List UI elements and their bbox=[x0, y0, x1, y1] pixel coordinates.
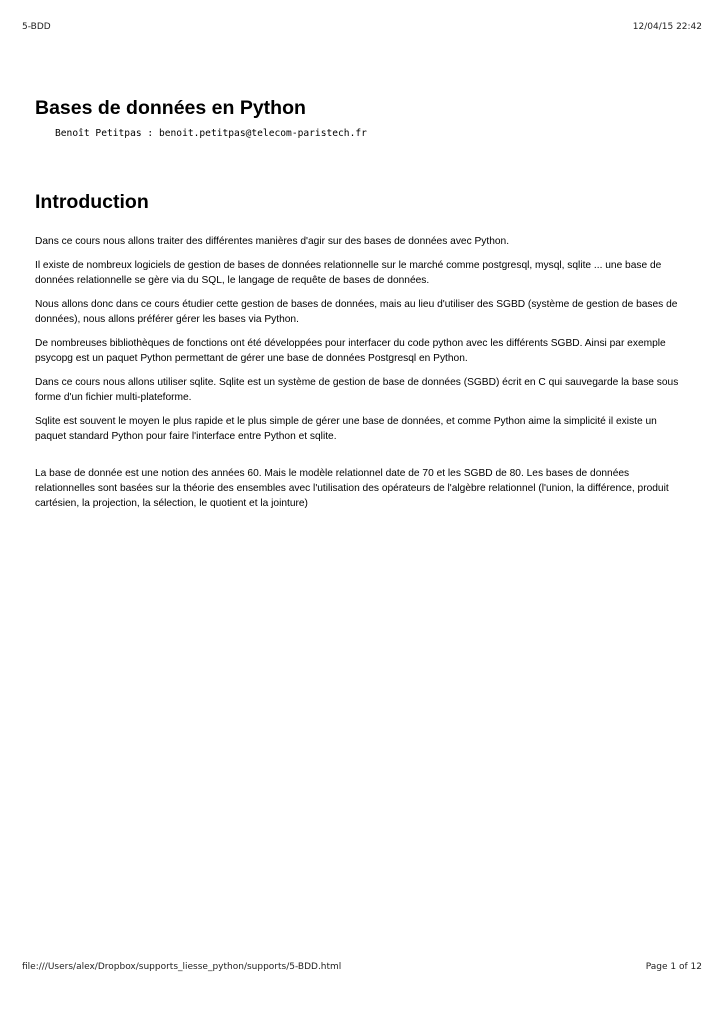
paragraph: Dans ce cours nous allons utiliser sqlite. Sqlite est un système de gestion de base de données (SGBD) écrit en C qui sauvegarde la base sous forme d'un fichier multi-plateforme. bbox=[35, 377, 679, 404]
author-line: Benoît Petitpas : benoit.petitpas@telecom-paristech.fr bbox=[55, 128, 367, 139]
section-title-introduction: Introduction bbox=[35, 191, 149, 213]
paragraph: Il existe de nombreux logiciels de gestion de bases de données relationnelle sur le marché comme postgresql, mysql, sqlite ... une base de données relationnelle se gère via du SQL, le langage de requête de bases de données. bbox=[35, 259, 662, 287]
paragraph: Nous allons donc dans ce cours étudier cette gestion de bases de données, mais au lieu d'utiliser des SGBD (système de gestion de bases de données), nous allons préférer gérer les bases via Python. bbox=[35, 298, 678, 326]
document-body bbox=[35, 94, 690, 520]
header-document-name: 5-BDD bbox=[22, 22, 51, 32]
footer-page-indicator: Page 1 of 12 bbox=[645, 962, 702, 972]
paragraph: De nombreuses bibliothèques de fonctions ont été développées pour interfacer du code python avec les différents SGBD. Ainsi par exemple psycopg est un paquet Python permettant de gérer une base de données Postgresql en Python. bbox=[35, 338, 666, 365]
print-footer bbox=[22, 962, 702, 972]
introduction-text bbox=[35, 234, 690, 511]
print-header bbox=[22, 22, 702, 32]
paragraph: Sqlite est souvent le moyen le plus rapide et le plus simple de gérer une base de données, et comme Python aime la simplicité il existe un paquet standard Python pour faire l'interface entre Python et sqlite. bbox=[35, 416, 657, 443]
document-title: Bases de données en Python bbox=[35, 97, 306, 119]
header-datetime: 12/04/15 22:42 bbox=[632, 22, 702, 32]
paragraph: La base de donnée est une notion des années 60. Mais le modèle relationnel date de 70 et les SGBD de 80. Les bases de données relationnelles sont basées sur la théorie des ensembles avec l'utilisation des opérateurs de l'algèbre relationnel (l'union, la différence, produit cartésien, la projection, la sélection, le quotient et la jointure) bbox=[35, 467, 669, 510]
paragraph: Dans ce cours nous allons traiter des différentes manières d'agir sur des bases de données avec Python. bbox=[35, 236, 510, 247]
footer-file-path: file:///Users/alex/Dropbox/supports_liesse_python/supports/5-BDD.html bbox=[22, 962, 342, 972]
